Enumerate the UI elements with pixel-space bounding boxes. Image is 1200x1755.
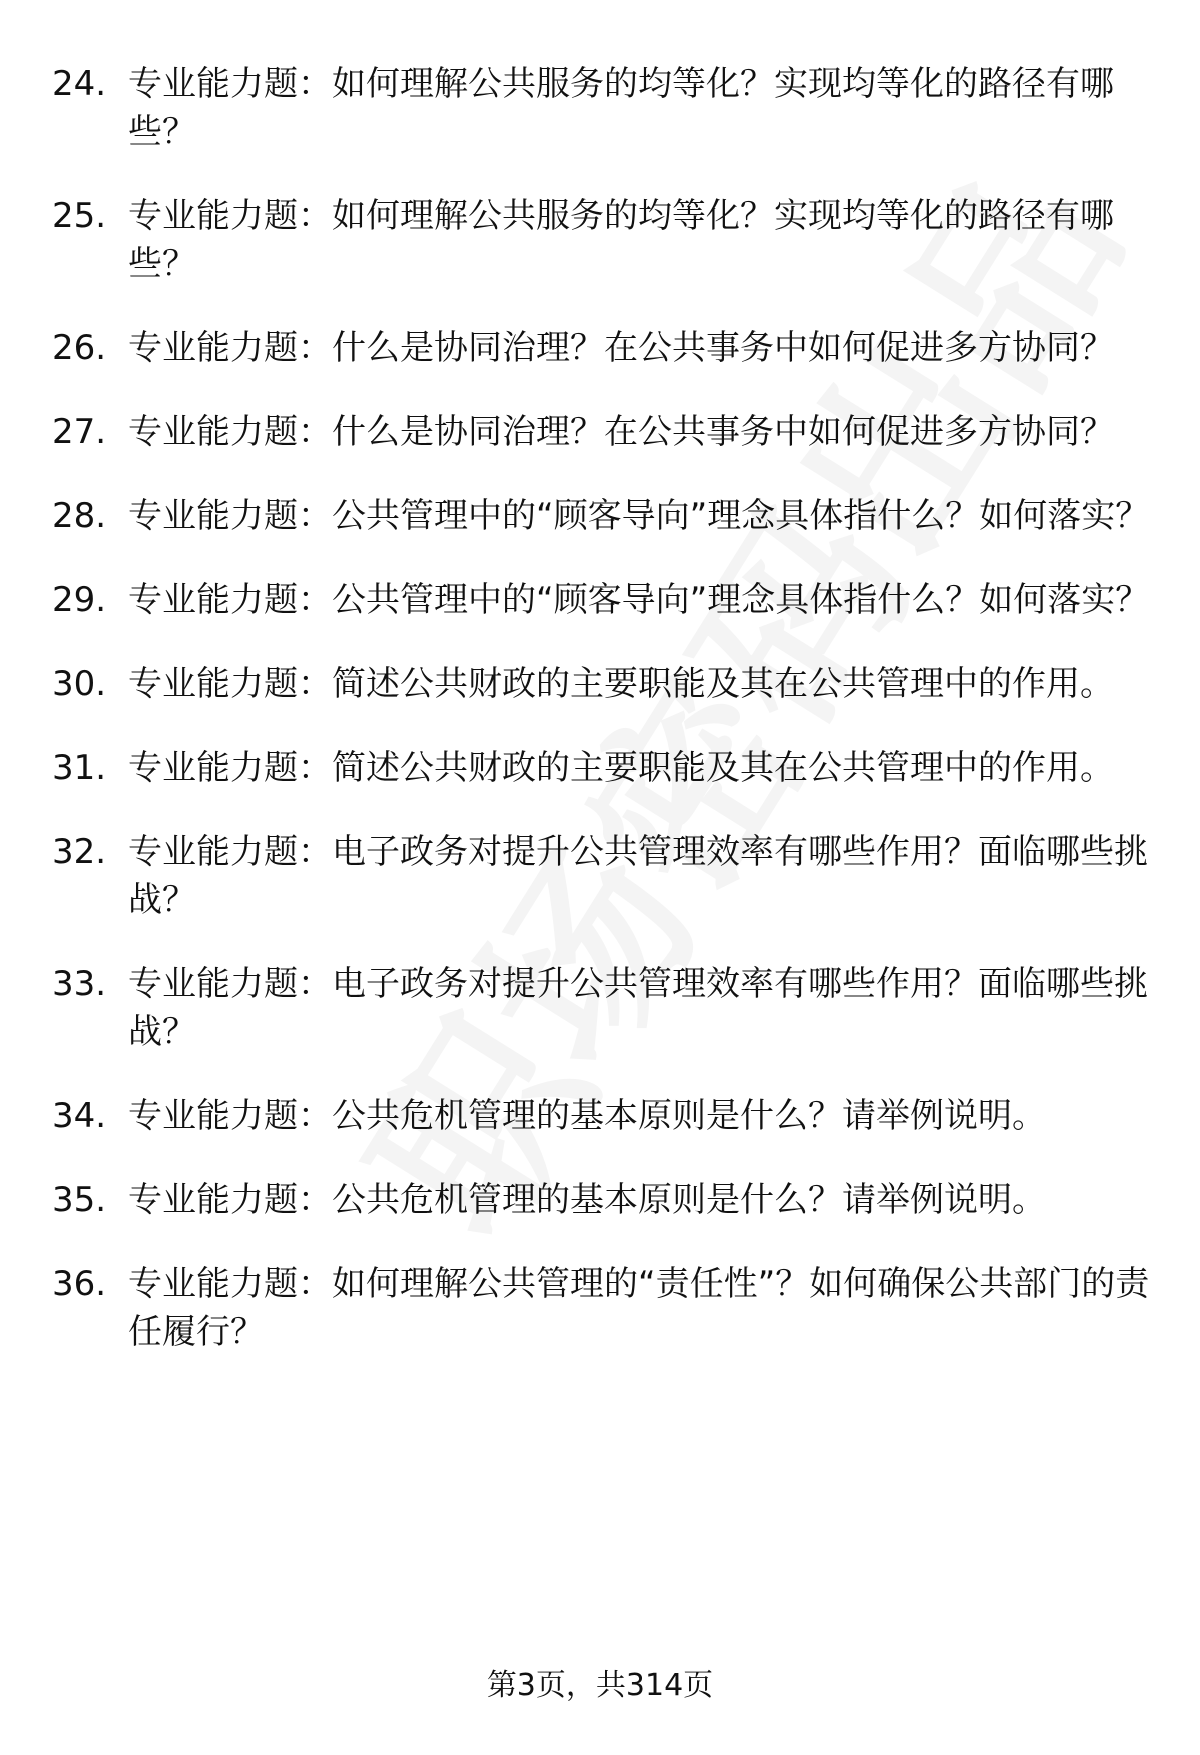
- list-item: [52, 828, 1152, 924]
- question-number: 36.: [52, 1264, 107, 1304]
- question-text: 专业能力题：公共危机管理的基本原则是什么？请举例说明。: [128, 1096, 1046, 1136]
- question-text: 专业能力题：什么是协同治理？在公共事务中如何促进多方协同？: [128, 328, 1114, 368]
- question-list: [52, 60, 1152, 1356]
- question-number: 31.: [52, 748, 107, 788]
- question-text: 专业能力题：公共管理中的“顾客导向”理念具体指什么？如何落实？: [128, 580, 1150, 620]
- list-item: [52, 192, 1152, 288]
- question-text: 专业能力题：如何理解公共服务的均等化？实现均等化的路径有哪些？: [128, 196, 1114, 284]
- question-number: 32.: [52, 832, 107, 872]
- list-item: [52, 492, 1152, 540]
- question-number: 28.: [52, 496, 107, 536]
- question-number: 29.: [52, 580, 107, 620]
- question-text: 专业能力题：简述公共财政的主要职能及其在公共管理中的作用。: [128, 664, 1114, 704]
- question-number: 33.: [52, 964, 107, 1004]
- list-item: [52, 1176, 1152, 1224]
- question-text: 专业能力题：什么是协同治理？在公共事务中如何促进多方协同？: [128, 412, 1114, 452]
- list-item: [52, 576, 1152, 624]
- list-item: [52, 744, 1152, 792]
- question-number: 24.: [52, 64, 107, 104]
- question-text: 专业能力题：如何理解公共服务的均等化？实现均等化的路径有哪些？: [128, 64, 1114, 152]
- list-item: [52, 60, 1152, 156]
- list-item: [52, 1092, 1152, 1140]
- list-item: [52, 324, 1152, 372]
- list-item: [52, 960, 1152, 1056]
- question-text: 专业能力题：如何理解公共管理的“责任性”？如何确保公共部门的责任履行？: [128, 1264, 1150, 1352]
- question-text: 专业能力题：电子政务对提升公共管理效率有哪些作用？面临哪些挑战？: [128, 964, 1148, 1052]
- question-number: 26.: [52, 328, 107, 368]
- list-item: [52, 1260, 1152, 1356]
- question-text: 专业能力题：公共危机管理的基本原则是什么？请举例说明。: [128, 1180, 1046, 1220]
- question-number: 34.: [52, 1096, 107, 1136]
- question-text: 专业能力题：公共管理中的“顾客导向”理念具体指什么？如何落实？: [128, 496, 1150, 536]
- page-footer: 第3页，共314页: [486, 1668, 714, 1703]
- question-number: 30.: [52, 664, 107, 704]
- list-item: [52, 660, 1152, 708]
- question-number: 25.: [52, 196, 107, 236]
- question-text: 专业能力题：简述公共财政的主要职能及其在公共管理中的作用。: [128, 748, 1114, 788]
- question-number: 27.: [52, 412, 107, 452]
- list-item: [52, 408, 1152, 456]
- question-text: 专业能力题：电子政务对提升公共管理效率有哪些作用？面临哪些挑战？: [128, 832, 1148, 920]
- question-number: 35.: [52, 1180, 107, 1220]
